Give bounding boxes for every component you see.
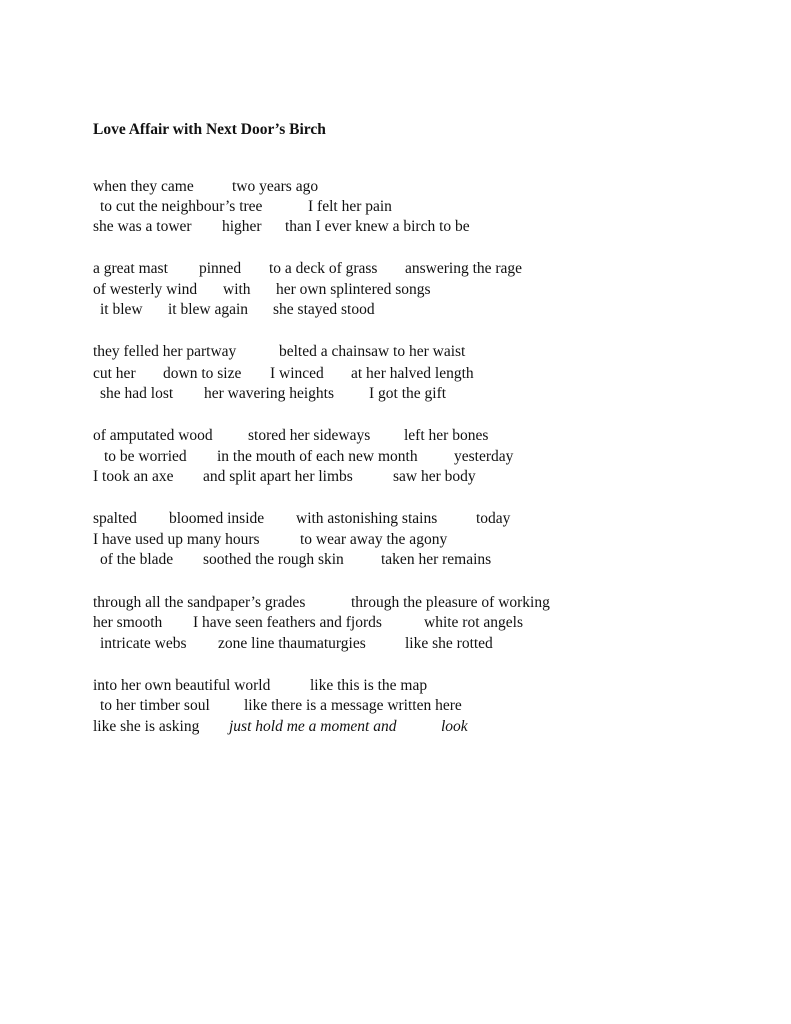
phrase: her wavering heights (204, 385, 334, 402)
phrase: to wear away the agony (300, 531, 448, 548)
phrase: intricate webs (100, 635, 187, 652)
phrase: white rot angels (424, 614, 524, 631)
phrase: to cut the neighbour’s tree (100, 198, 263, 215)
phrase: down to size (163, 365, 242, 382)
phrase: cut her (93, 365, 136, 382)
poem-line (100, 197, 392, 217)
poem-line (93, 217, 470, 237)
phrase: zone line thaumaturgies (218, 635, 366, 652)
poem-line (93, 593, 550, 613)
poem-line (93, 177, 319, 197)
phrase: to a deck of grass (269, 260, 378, 277)
phrase: she was a tower (93, 218, 192, 235)
phrase: she had lost (100, 385, 174, 402)
phrase: today (476, 510, 511, 527)
phrase: spalted (93, 510, 137, 527)
phrase: I have seen feathers and fjords (193, 614, 382, 631)
phrase: when they came (93, 178, 194, 195)
phrase: like this is the map (310, 677, 428, 694)
poem-line (93, 342, 466, 362)
phrase: pinned (199, 260, 242, 277)
phrase: yesterday (454, 448, 514, 465)
phrase: I took an axe (93, 468, 174, 485)
phrase-italic: look (441, 718, 468, 735)
phrase: it blew again (168, 301, 249, 318)
phrase: bloomed inside (169, 510, 265, 527)
poem-line (93, 426, 489, 446)
poem-line (100, 300, 375, 320)
phrase: at her halved length (351, 365, 474, 382)
poem-line (93, 613, 524, 633)
phrase: soothed the rough skin (203, 551, 344, 568)
phrase: to her timber soul (100, 697, 210, 714)
poem-line (93, 676, 428, 696)
phrase: through the pleasure of working (351, 594, 550, 611)
poem-line (93, 467, 476, 487)
phrase: it blew (100, 301, 143, 318)
phrase: a great mast (93, 260, 168, 277)
phrase: her own splintered songs (276, 281, 431, 298)
poem-line (93, 530, 448, 550)
poem-line (93, 509, 511, 529)
poem-line (100, 550, 492, 570)
poem-line (93, 364, 474, 384)
phrase: of westerly wind (93, 281, 198, 298)
phrase: belted a chainsaw to her waist (279, 343, 466, 360)
poem-line (100, 634, 493, 654)
phrase: with (223, 281, 251, 298)
phrase: with astonishing stains (296, 510, 438, 527)
phrase: taken her remains (381, 551, 492, 568)
phrase: of the blade (100, 551, 174, 568)
phrase: her smooth (93, 614, 163, 631)
phrase: I winced (270, 365, 324, 382)
phrase-italic: just hold me a moment and (229, 718, 397, 735)
phrase: stored her sideways (248, 427, 371, 444)
phrase: I have used up many hours (93, 531, 260, 548)
poem-line (100, 384, 447, 404)
phrase: I felt her pain (308, 198, 392, 215)
poem-line (93, 259, 523, 279)
poem-line (100, 696, 462, 716)
phrase: than I ever knew a birch to be (285, 218, 470, 235)
phrase: in the mouth of each new month (217, 448, 418, 465)
phrase: she stayed stood (273, 301, 375, 318)
poem-line (104, 447, 514, 467)
phrase: left her bones (404, 427, 489, 444)
poem-line (93, 280, 431, 300)
phrase: to be worried (104, 448, 187, 465)
phrase: of amputated wood (93, 427, 213, 444)
phrase: like there is a message written here (244, 697, 462, 714)
phrase: two years ago (232, 178, 319, 195)
phrase: through all the sandpaper’s grades (93, 594, 306, 611)
poem-title: Love Affair with Next Door’s Birch (93, 121, 326, 138)
phrase: I got the gift (369, 385, 447, 402)
phrase: like she rotted (405, 635, 493, 652)
phrase: saw her body (393, 468, 476, 485)
phrase: and split apart her limbs (203, 468, 353, 485)
phrase: answering the rage (405, 260, 523, 277)
phrase: into her own beautiful world (93, 677, 271, 694)
phrase: like she is asking (93, 718, 200, 735)
poem-line (93, 717, 468, 737)
phrase: higher (222, 218, 262, 235)
phrase: they felled her partway (93, 343, 237, 360)
